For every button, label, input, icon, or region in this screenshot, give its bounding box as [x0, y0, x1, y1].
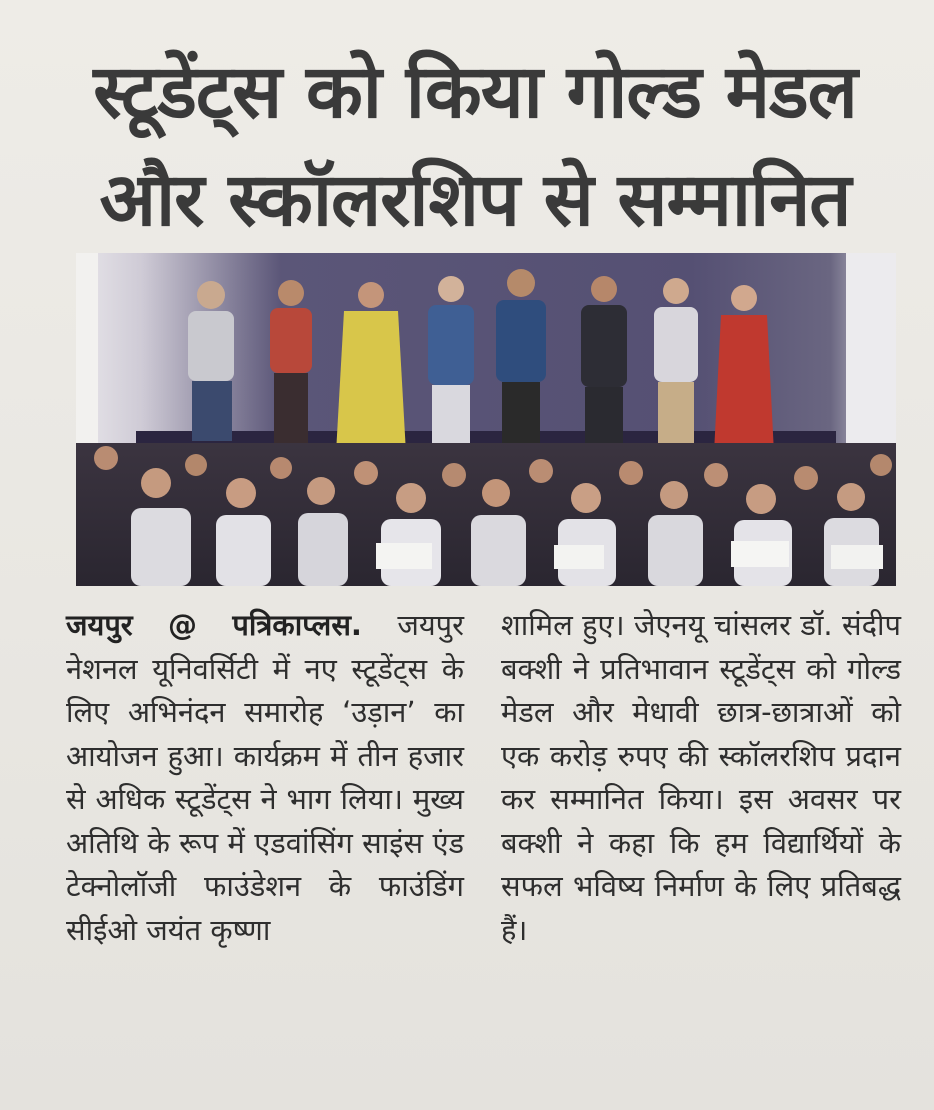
dateline: जयपुर @ पत्रिकाप्लस. — [66, 608, 398, 642]
article-body-left: जयपुर नेशनल यूनिवर्सिटी में नए स्टूडेंट्स के लिए अभिनंदन समारोह ‘उड़ान’ का आयोजन हुआ। कार्यक्रम में तीन हजार से अधिक स्टूडेंट्स ने भाग लिया। मुख्य अतिथि के रूप में एडवांसिंग साइंस एंड टेक्नोलॉजी फाउंडेशन के फाउंडिंग सीईओ जयंत कृष्णा — [66, 608, 464, 947]
article-column-left — [66, 604, 464, 952]
event-photo-illustration — [76, 253, 896, 586]
event-photo — [76, 253, 896, 586]
headline-line-2: और स्कॉलरशिप से सम्मानित — [99, 157, 851, 243]
headline-line-1: स्टूडेंट्स को किया गोल्ड मेडल — [93, 49, 857, 135]
article-column-right: शामिल हुए। जेएनयू चांसलर डॉ. संदीप बक्शी ने प्रतिभावान स्टूडेंट्स को गोल्ड मेडल और मेधावी छात्र-छात्राओं को एक करोड़ रुपए की स्कॉलरशिप प्रदान कर सम्मानित किया। इस अवसर पर बक्शी ने कहा कि हम विद्यार्थियों के सफल भविष्य निर्माण के लिए प्रतिबद्ध हैं। — [501, 608, 901, 947]
